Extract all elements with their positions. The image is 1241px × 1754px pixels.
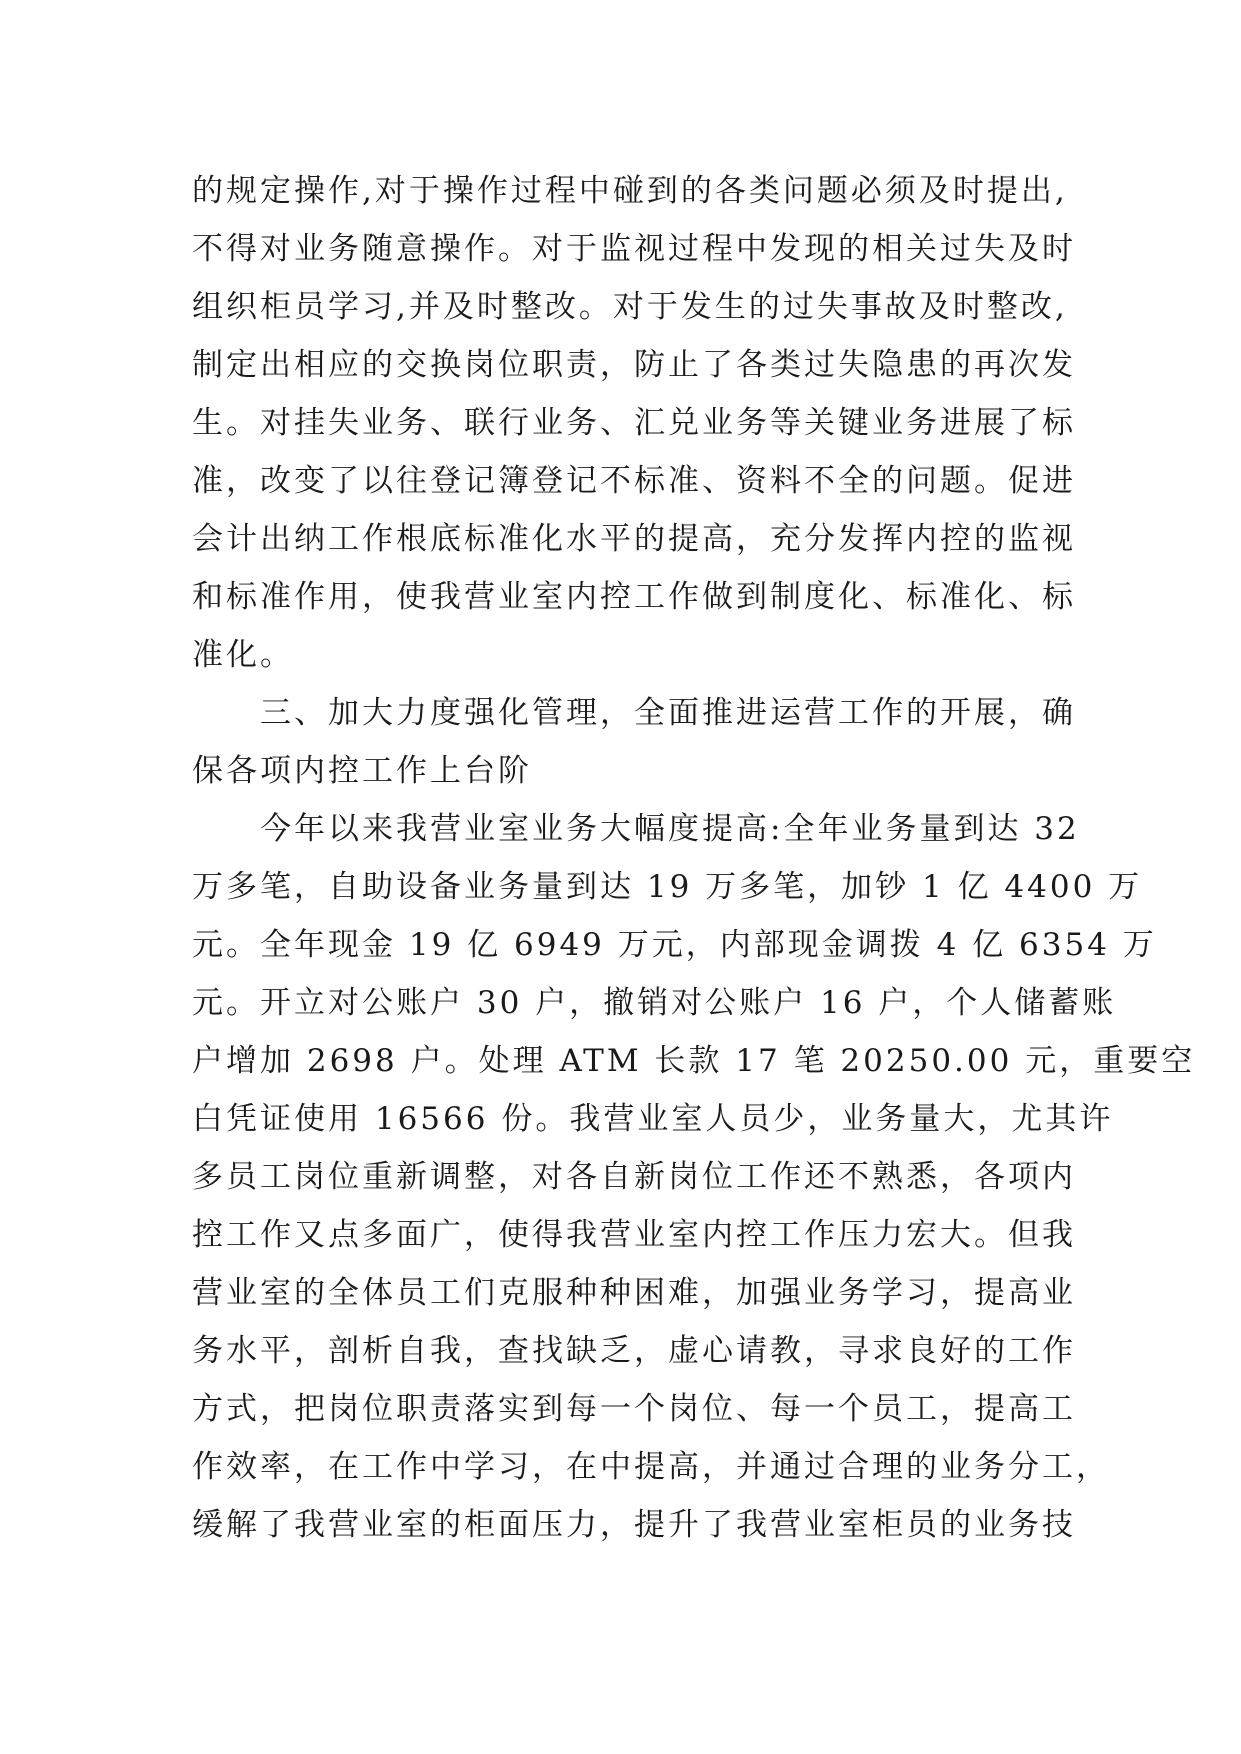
text-line: 多员工岗位重新调整，对各自新岗位工作还不熟悉，各项内 <box>192 1159 1076 1195</box>
text-line: 方式，把岗位职责落实到每一个岗位、每一个员工，提高工 <box>192 1391 1076 1427</box>
text-line: 控工作又点多面广，使得我营业室内控工作压力宏大。但我 <box>192 1217 1076 1253</box>
section-heading-line: 三、加大力度强化管理，全面推进运营工作的开展，确 <box>192 695 1076 731</box>
text-line: 组织柜员学习,并及时整改。对于发生的过失事故及时整改, <box>192 289 1068 325</box>
text-line: 户增加 2698 户。处理 ATM 长款 17 笔 20250.00 元，重要空 <box>192 1043 1196 1079</box>
text-line: 作效率，在工作中学习，在中提高，并通过合理的业务分工， <box>192 1449 1110 1485</box>
text-line: 元。全年现金 19 亿 6949 万元，内部现金调拨 4 亿 6354 万 <box>192 927 1157 963</box>
text-line: 务水平，剖析自我，查找缺乏，虚心请教，寻求良好的工作 <box>192 1333 1076 1369</box>
text-line: 生。对挂失业务、联行业务、汇兑业务等关键业务进展了标 <box>192 405 1076 441</box>
text-line: 不得对业务随意操作。对于监视过程中发现的相关过失及时 <box>192 231 1076 267</box>
text-line: 会计出纳工作根底标准化水平的提高，充分发挥内控的监视 <box>192 521 1076 557</box>
section-heading-line: 保各项内控工作上台阶 <box>192 753 532 789</box>
text-line: 元。开立对公账户 30 户，撤销对公账户 16 户，个人储蓄账 <box>192 985 1117 1021</box>
text-line: 准化。 <box>192 637 294 673</box>
text-line: 准，改变了以往登记簿登记不标准、资料不全的问题。促进 <box>192 463 1076 499</box>
text-line: 制定出相应的交换岗位职责，防止了各类过失隐患的再次发 <box>192 347 1076 383</box>
text-line: 今年以来我营业室业务大幅度提高:全年业务量到达 32 <box>192 811 1080 847</box>
text-line: 万多笔，自助设备业务量到达 19 万多笔，加钞 1 亿 4400 万 <box>192 869 1143 905</box>
text-line: 缓解了我营业室的柜面压力，提升了我营业室柜员的业务技 <box>192 1507 1076 1543</box>
text-line: 营业室的全体员工们克服种种困难，加强业务学习，提高业 <box>192 1275 1076 1311</box>
body-text <box>192 162 1196 1554</box>
text-line: 白凭证使用 16566 份。我营业室人员少，业务量大，尤其许 <box>192 1101 1114 1137</box>
text-line: 和标准作用，使我营业室内控工作做到制度化、标准化、标 <box>192 579 1076 615</box>
text-line: 的规定操作,对于操作过程中碰到的各类问题必须及时提出, <box>192 173 1068 209</box>
